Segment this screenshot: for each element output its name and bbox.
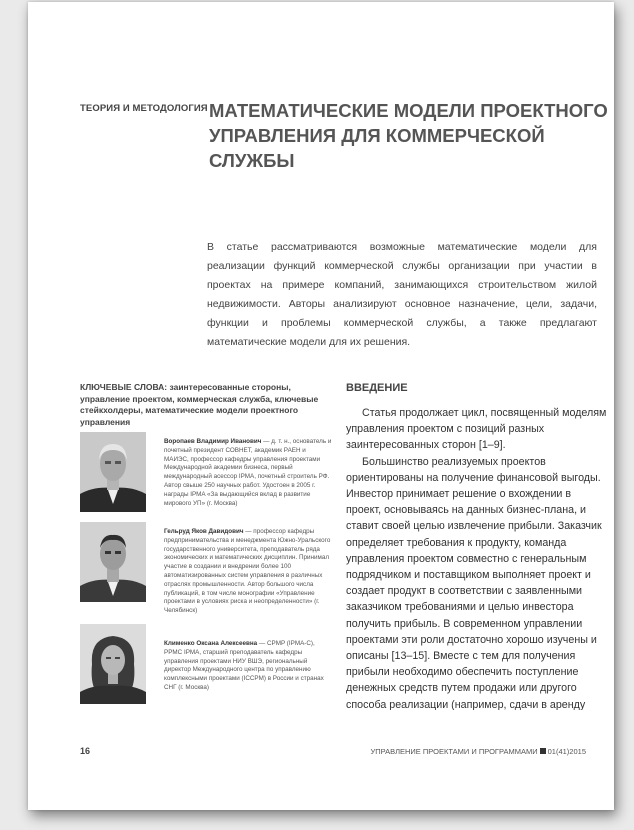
author-description: — д. т. н., основатель и почетный президент СОВНЕТ, академик РАЕН и МАИЭС, профессор кафедры управления проектами Международной академии бизнеса, первый международный асессор IPMA, почетный строитель РФ. Автор свыше 250 научных работ. Удостоен в 2005 г. награды IPMA «За выдающийся вклад в развитие мирового УП» (г. Москва) — [164, 438, 332, 507]
journal-footer — [371, 747, 587, 756]
author-photo — [80, 624, 146, 704]
square-separator-icon — [540, 748, 546, 754]
author-bio — [164, 640, 332, 693]
author-card — [80, 522, 332, 614]
section-heading: ВВЕДЕНИЕ — [346, 382, 408, 394]
author-bio — [164, 438, 332, 508]
journal-issue: 01(41)2015 — [547, 747, 586, 756]
article-abstract: В статье рассматриваются возможные математические модели для реализации функций коммерческой службы организации при участии в проектах на примере компаний, занимающихся строительством жилой недвижимости. Авторы анализируют основное назначение, цели, задачи, функции и проблемы коммерческой службы, а также предлагают математические модели для их решения. — [207, 241, 597, 348]
section-label: ТЕОРИЯ И МЕТОДОЛОГИЯ — [80, 103, 208, 114]
body-paragraph: Статья продолжает цикл, посвященный моделям управления проектом с позиций разных заинтересованных сторон [1–9]. — [346, 407, 607, 452]
author-photo — [80, 522, 146, 602]
author-name: Клименко Оксана Алексеевна — [164, 640, 258, 647]
article-title: МАТЕМАТИЧЕСКИЕ МОДЕЛИ ПРОЕКТНОГО УПРАВЛЕНИЯ ДЛЯ КОММЕРЧЕСКОЙ СЛУЖБЫ — [209, 100, 608, 171]
body-paragraph: Большинство реализуемых проектов ориентированы на получение финансовой выгоды. Инвестор принимает решение о вхождении в проект, основываясь на данных бизнес-плана, и ставит своей целью извлечение прибыли. Заказчик определяет требования к продукту, команда управления проектом совместно с генеральным подрядчиком и поставщиком выполняет проект и создает продукт в соответствии с заявленными заказчиком требованиями и целью инвестора получить прибыль. В современном управлении проектами эти роли достаточно хорошо изучены и описаны [13–15]. Вместе с тем для получения прибыли необходимо обеспечить поступление денежных средств путем продажи или другого способа реализации (например, сдачи в аренду — [346, 455, 602, 710]
article-body — [346, 405, 608, 710]
keywords: КЛЮЧЕВЫЕ СЛОВА: заинтересованные стороны, управление проектом, коммерческая служба, ключевые стейкхолдеры, математические модели проектного управления — [80, 382, 319, 427]
author-card — [80, 624, 332, 708]
page-number: 16 — [80, 746, 91, 756]
author-description: — CPMP (IPMA-C), PPMC IPMA, старший преподаватель кафедры управления проектами НИУ ВШЭ, региональный директор Международного центра по управлению комплексными проектами (ICCPM) в России и странах СНГ (г. Москва) — [164, 640, 324, 691]
author-photo — [80, 432, 146, 512]
journal-name: УПРАВЛЕНИЕ ПРОЕКТАМИ И ПРОГРАММАМИ — [370, 747, 538, 756]
article-page — [28, 2, 614, 810]
author-description: — профессор кафедры предпринимательства и менеджмента Южно-Уральского государственного университета, преподаватель ряда экономических и математических дисциплин. Принимал участие в создании и внедрении более 100 автоматизированных систем управления в различных отраслях промышленности. Автор большого числа публикаций, в том числе монографии «Управление проектами в условиях риска и неопределенности» (г. Челябинск) — [164, 528, 331, 615]
author-name: Воропаев Владимир Иванович — [164, 438, 262, 445]
author-card — [80, 432, 332, 516]
author-name: Гельруд Яков Давидович — [164, 528, 244, 535]
author-bio — [164, 528, 332, 616]
